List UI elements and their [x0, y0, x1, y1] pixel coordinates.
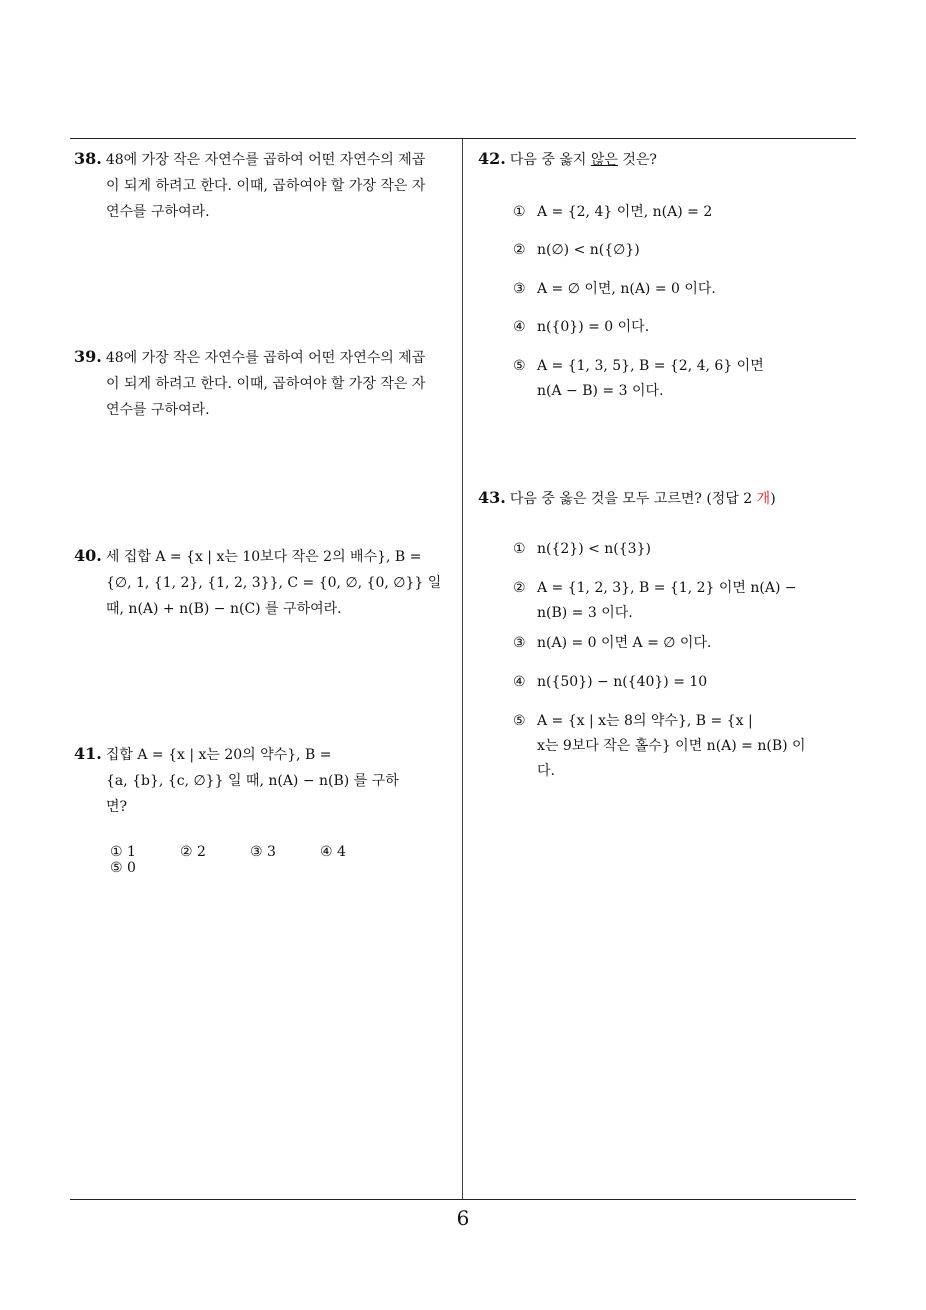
choice-5[interactable]: ⑤ 0	[110, 860, 136, 876]
q42-choice-2[interactable]	[513, 238, 848, 263]
question-41-choices	[110, 844, 456, 876]
question-41	[74, 741, 456, 820]
question-text: 면?	[106, 799, 128, 815]
question-38	[74, 146, 456, 225]
q42-choice-5[interactable]	[513, 354, 848, 404]
question-text: 연수를 구하여라.	[106, 204, 210, 220]
choice-marker: ④	[513, 674, 526, 690]
question-text: {a, {b}, {c, ∅}} 일 때, n(A) − n(B) 를 구하	[106, 773, 399, 789]
choice-marker: ④	[513, 319, 526, 335]
page-number: 6	[456, 1206, 470, 1230]
choice-text: n({0}) = 0 이다.	[537, 319, 650, 335]
bottom-rule	[70, 1199, 856, 1200]
q42-choice-1[interactable]	[513, 200, 848, 225]
choice-2[interactable]: ② 2	[180, 844, 206, 860]
q43-choice-2[interactable]	[513, 576, 848, 626]
choice-text-continued: x는 9보다 작은 홀수} 이면 n(A) = n(B) 이	[537, 738, 806, 754]
question-40-line1	[74, 543, 456, 570]
q43-choice-3[interactable]	[513, 631, 848, 656]
choice-text: A = {x | x는 8의 약수}, B = {x |	[537, 713, 753, 729]
question-text: 연수를 구하여라.	[106, 402, 210, 418]
question-text: 다음 중 옳지	[509, 152, 591, 168]
choice-marker: ③	[513, 281, 526, 297]
question-number: 42.	[478, 149, 506, 168]
q43-choice-1[interactable]	[513, 537, 848, 562]
question-text: 이 되게 하려고 한다. 이때, 곱하여야 할 가장 작은 자	[106, 178, 426, 194]
choice-text: n({50}) − n({40}) = 10	[537, 674, 708, 690]
question-text: 집합 A = {x | x는 20의 약수}, B =	[105, 747, 332, 763]
choice-text: A = {1, 3, 5}, B = {2, 4, 6} 이면	[537, 358, 764, 374]
question-number: 40.	[74, 546, 102, 565]
question-text: 48에 가장 작은 자연수를 곱하여 어떤 자연수의 제곱	[105, 350, 426, 366]
choice-marker: ⑤	[513, 713, 526, 729]
q43-choice-5[interactable]	[513, 709, 848, 784]
choice-text: n(A) = 0 이면 A = ∅ 이다.	[537, 635, 712, 651]
choice-text: A = {1, 2, 3}, B = {1, 2} 이면 n(A) −	[537, 580, 797, 596]
question-number: 38.	[74, 149, 102, 168]
choice-marker: ①	[513, 541, 526, 557]
question-39-line1	[74, 344, 456, 371]
q43-choice-4[interactable]	[513, 670, 848, 695]
question-39	[74, 344, 456, 423]
choice-text: n(∅) < n({∅})	[537, 242, 640, 258]
question-number: 41.	[74, 744, 102, 763]
question-number: 39.	[74, 347, 102, 366]
question-text: 때, n(A) + n(B) − n(C) 를 구하여라.	[106, 601, 342, 617]
choice-text: A = {2, 4} 이면, n(A) = 2	[537, 204, 713, 220]
top-rule	[70, 138, 856, 139]
choice-4[interactable]: ④ 4	[320, 844, 346, 860]
column-divider	[462, 139, 463, 1200]
answer-count-unit: 개	[756, 491, 771, 507]
question-38-line1	[74, 146, 456, 173]
question-text: 다음 중 옳은 것을 모두 고르면? (정답 2	[509, 491, 757, 507]
choice-1[interactable]: ① 1	[110, 844, 136, 860]
q42-choice-3[interactable]	[513, 277, 848, 302]
question-42	[478, 146, 850, 173]
choice-3[interactable]: ③ 3	[250, 844, 276, 860]
choice-text: A = ∅ 이면, n(A) = 0 이다.	[537, 281, 716, 297]
q42-choice-4[interactable]	[513, 315, 848, 340]
question-text: {∅, 1, {1, 2}, {1, 2, 3}}, C = {0, ∅, {0, ∅}} 일	[106, 575, 442, 591]
choice-text: n({2}) < n({3})	[537, 541, 651, 557]
choice-marker: ②	[513, 242, 526, 258]
question-text: )	[770, 491, 776, 507]
underlined-word: 않은	[590, 152, 618, 168]
choice-marker: ③	[513, 635, 526, 651]
question-text: 세 집합 A = {x | x는 10보다 작은 2의 배수}, B =	[105, 549, 422, 565]
question-number: 43.	[478, 488, 506, 507]
choice-text-continued: 다.	[537, 763, 555, 779]
question-43	[478, 485, 850, 512]
question-text: 것은?	[617, 152, 657, 168]
choice-marker: ①	[513, 204, 526, 220]
choice-text-continued: n(A − B) = 3 이다.	[537, 383, 664, 399]
choice-text-continued: n(B) = 3 이다.	[537, 605, 633, 621]
question-40	[74, 543, 456, 622]
question-text: 48에 가장 작은 자연수를 곱하여 어떤 자연수의 제곱	[105, 152, 426, 168]
choice-marker: ⑤	[513, 358, 526, 374]
question-41-line1	[74, 741, 456, 768]
choice-marker: ②	[513, 580, 526, 596]
question-text: 이 되게 하려고 한다. 이때, 곱하여야 할 가장 작은 자	[106, 376, 426, 392]
